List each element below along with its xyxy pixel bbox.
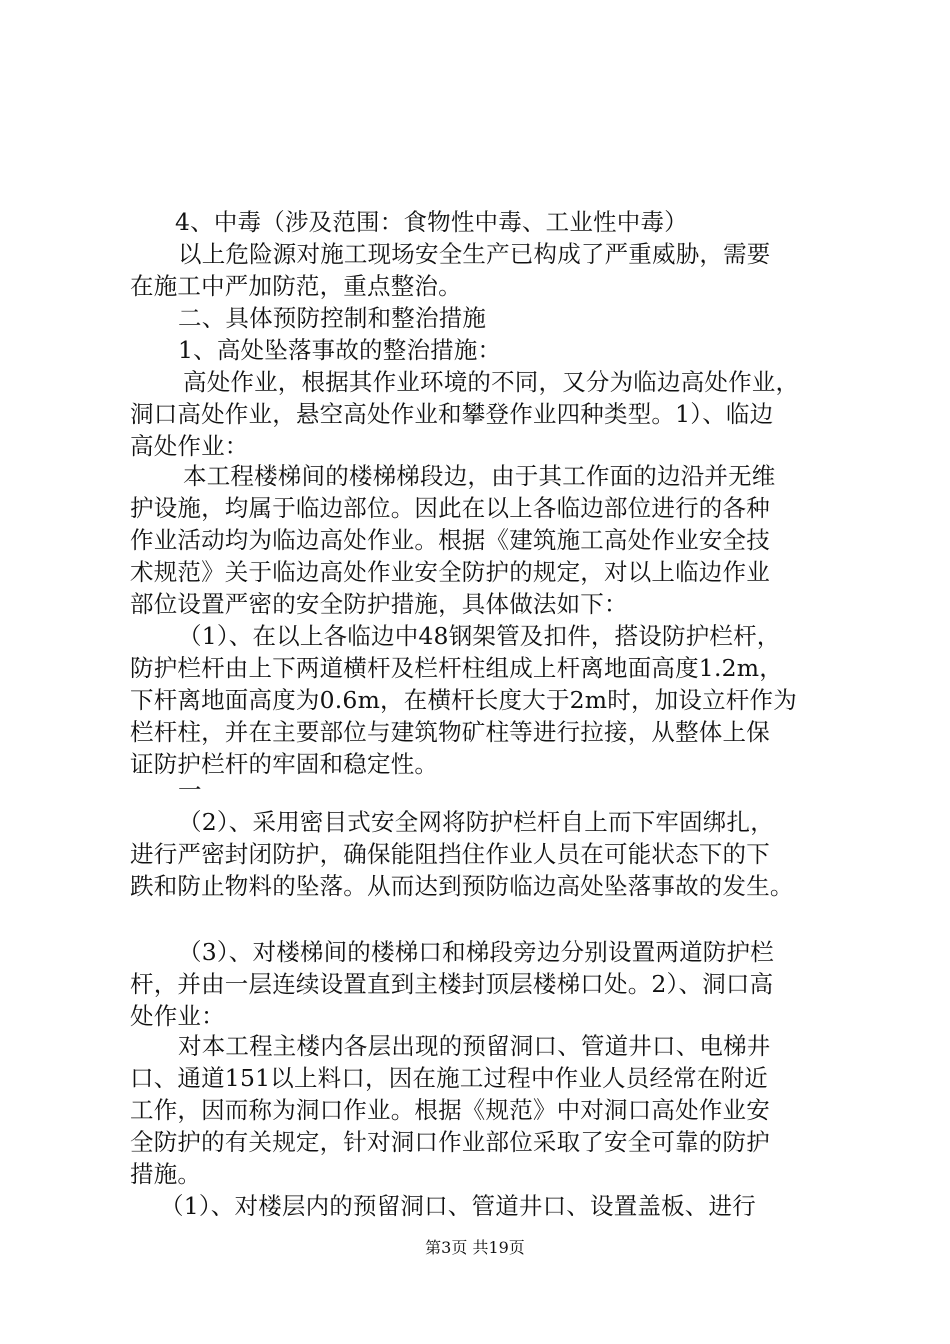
text-line: （2）、采用密目式安全网将防护栏杆自上而下牢固绑扎， <box>178 808 774 836</box>
text-line: 口、通道151以上料口，因在施工过程中作业人员经常在附近 <box>130 1064 768 1092</box>
text-line: 洞口高处作业，悬空高处作业和攀登作业四种类型。1）、临边 <box>130 400 774 428</box>
text-line: 4、中毒（涉及范围：食物性中毒、工业性中毒） <box>175 208 688 236</box>
text-line: 全防护的有关规定，针对洞口作业部位采取了安全可靠的防护 <box>130 1128 770 1156</box>
text-line: 处作业： <box>130 1002 225 1030</box>
text-line: 术规范》关于临边高处作业安全防护的规定，对以上临边作业 <box>130 558 770 586</box>
text-line: 作业活动均为临边高处作业。根据《建筑施工高处作业安全技 <box>130 526 770 554</box>
text-line: （3）、对楼梯间的楼梯口和梯段旁边分别设置两道防护栏 <box>178 938 774 966</box>
text-line: 工作，因而称为洞口作业。根据《规范》中对洞口高处作业安 <box>130 1096 770 1124</box>
text-line: 跌和防止物料的坠落。从而达到预防临边高处坠落事故的发生。 <box>130 872 794 900</box>
text-line: 高处作业，根据其作业环境的不同，又分为临边高处作业， <box>183 368 800 396</box>
text-line: 对本工程主楼内各层出现的预留洞口、管道井口、电梯井 <box>178 1032 771 1060</box>
text-line: （1）、在以上各临边中48钢架管及扣件，搭设防护栏杆， <box>178 622 781 650</box>
text-line: 高处作业： <box>130 432 249 460</box>
text-line: 护设施，均属于临边部位。因此在以上各临边部位进行的各种 <box>130 494 770 522</box>
text-line: 证防护栏杆的牢固和稳定性。 <box>130 750 439 778</box>
page-number-footer: 第3页 共19页 <box>425 1238 525 1257</box>
text-line: 本工程楼梯间的楼梯梯段边，由于其工作面的边沿并无维 <box>183 462 776 490</box>
text-line: 栏杆柱，并在主要部位与建筑物矿柱等进行拉接，从整体上保 <box>130 718 770 746</box>
subsection-heading: 1、高处坠落事故的整治措施： <box>178 336 502 364</box>
dash-mark: 一 <box>178 776 202 804</box>
text-line: 进行严密封闭防护，确保能阻挡住作业人员在可能状态下的下 <box>130 840 770 868</box>
text-line: 在施工中严加防范，重点整治。 <box>130 272 462 300</box>
text-line: 以上危险源对施工现场安全生产已构成了严重威胁，需要 <box>178 240 771 268</box>
text-line: （1）、对楼层内的预留洞口、管道井口、设置盖板、进行 <box>160 1192 756 1220</box>
text-line: 防护栏杆由上下两道横杆及栏杆柱组成上杆离地面高度1.2m， <box>130 654 783 682</box>
text-line: 下杆离地面高度为0.6m，在横杆长度大于2m时，加设立杆作为 <box>130 686 797 714</box>
text-line: 措施。 <box>130 1160 202 1188</box>
text-line: 部位设置严密的安全防护措施，具体做法如下： <box>130 590 628 618</box>
text-line: 杆，并由一层连续设置直到主楼封顶层楼梯口处。2）、洞口高 <box>130 970 774 998</box>
section-heading: 二、具体预防控制和整治措施 <box>178 304 487 332</box>
